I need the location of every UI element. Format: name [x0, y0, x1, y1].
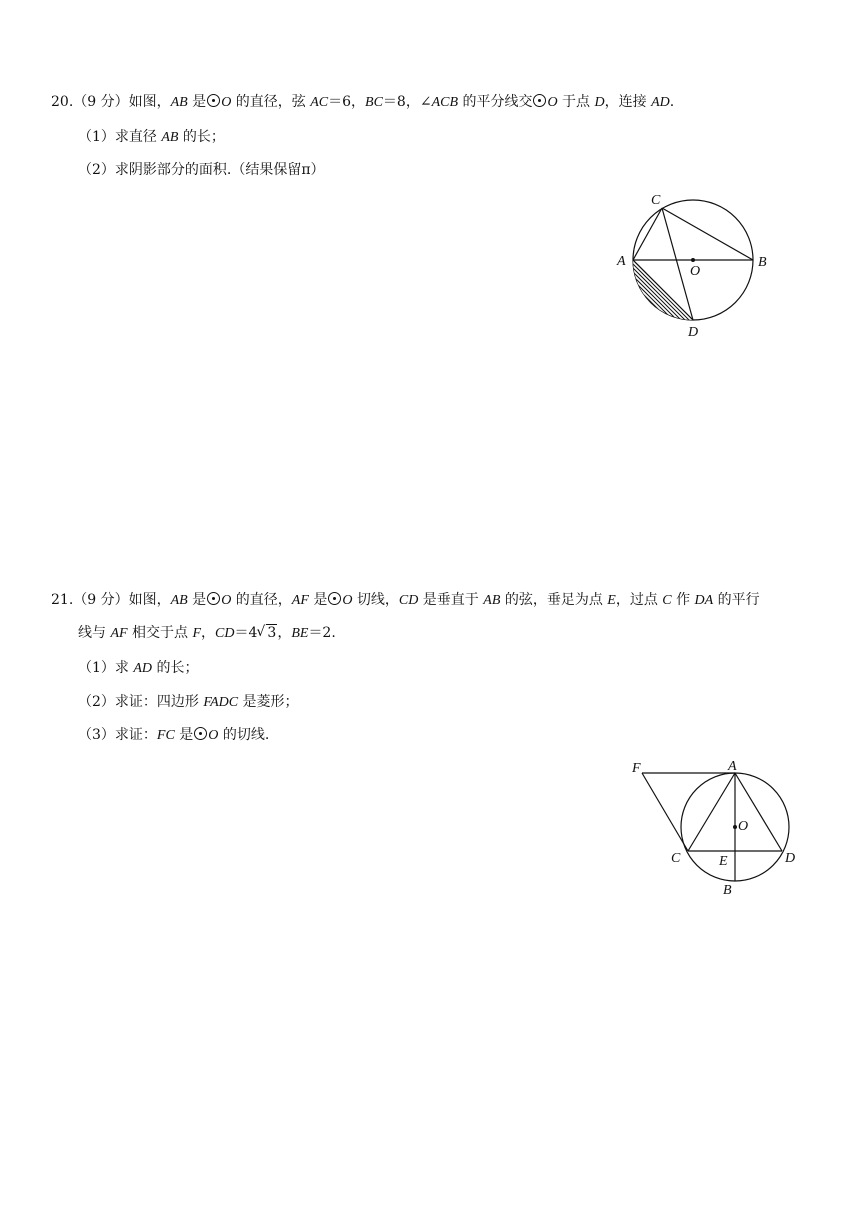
q20-label-C: C: [651, 193, 661, 208]
q21-center-dot: [733, 825, 737, 829]
q20-label-O: O: [690, 264, 701, 279]
q21-segment-FC: [642, 773, 688, 851]
q20-text: ＝8，∠: [382, 94, 432, 110]
q21-var: AF: [110, 626, 128, 641]
q21-text: 的平行: [713, 592, 760, 608]
q21-text: ，: [201, 625, 216, 641]
q21-text: 的弦，垂足为点: [500, 592, 608, 608]
q20-segment-BC: [662, 208, 753, 260]
q21-text: 是垂直于: [418, 592, 484, 608]
q20-label-D: D: [688, 325, 699, 340]
q20-p1-text: （1）求直径: [78, 129, 162, 145]
q21-text: ，: [277, 625, 292, 641]
q21-p3-text: 的切线.: [218, 727, 270, 743]
q20-p2-text: （2）求阴影部分的面积.（结果保留π）: [78, 162, 325, 178]
q21-text: 相交于点: [127, 625, 193, 641]
q20-number: 20.: [51, 94, 74, 110]
circle-dot-symbol: [207, 94, 220, 107]
q21-p1-var: AD: [133, 661, 153, 676]
q21-score: （9 分）: [73, 592, 129, 608]
q20-text: 如图，: [128, 94, 171, 110]
q21-number: 21.: [51, 592, 74, 608]
q21-part1: [78, 659, 198, 678]
q21-text: 如图，: [128, 592, 171, 608]
q20-var: D: [594, 95, 605, 110]
q20-text: 的平分线交: [458, 94, 533, 110]
q21-var: DA: [694, 593, 714, 608]
q21-segment-AC: [688, 773, 735, 851]
q21-text: 的直径，: [231, 592, 292, 608]
q20-part2: [78, 161, 325, 179]
q20-var: O: [221, 95, 232, 110]
q20-center-dot: [691, 258, 695, 262]
q20-score: （9 分）: [73, 94, 129, 110]
q20-stem: [51, 93, 674, 112]
q21-text: ＝2.: [308, 625, 336, 641]
q21-p3-text: 是: [174, 727, 194, 743]
q21-label-O: O: [738, 819, 749, 834]
q21-p1-text: （1）求: [78, 660, 134, 676]
q20-label-A: A: [617, 254, 626, 269]
q20-segment-AC: [633, 208, 662, 260]
q21-figure: [625, 755, 815, 905]
q20-p1-text: 的长；: [178, 129, 225, 145]
q20-text: 于点: [557, 94, 595, 110]
q21-text: 是: [187, 592, 207, 608]
q20-part1: [78, 128, 225, 147]
q20-var: AC: [310, 95, 329, 110]
q20-var: BC: [365, 95, 383, 110]
q21-segment-AD: [735, 773, 782, 851]
q21-p1-text: 的长；: [152, 660, 199, 676]
q21-p2-text: 是菱形；: [238, 694, 299, 710]
q20-figure: [608, 185, 788, 345]
q20-text: ，连接: [604, 94, 652, 110]
circle-dot-symbol: [533, 94, 546, 107]
q21-text: 作: [671, 592, 695, 608]
q21-part2: [78, 693, 299, 712]
q21-text: ＝4: [234, 625, 258, 641]
q21-text: 线与: [78, 625, 111, 641]
q20-var: AB: [170, 95, 188, 110]
q21-stem-line1: [51, 591, 760, 610]
sqrt-radicand: 3: [267, 625, 277, 641]
q21-var: AF: [291, 593, 309, 608]
q21-p2-text: （2）求证：四边形: [78, 694, 204, 710]
q21-var: C: [662, 593, 672, 608]
q21-var: CD: [398, 593, 419, 608]
q20-var: AD: [651, 95, 670, 110]
q20-text: ＝6，: [328, 94, 366, 110]
q20-text: 是: [187, 94, 207, 110]
q21-label-A: A: [728, 759, 737, 774]
sqrt-symbol: [257, 624, 277, 642]
q20-label-B: B: [758, 255, 767, 270]
q21-label-E: E: [719, 854, 728, 869]
q21-var: E: [607, 593, 616, 608]
circle-dot-symbol: [328, 592, 341, 605]
q21-p3-var: FC: [156, 728, 175, 743]
q21-p3-var: O: [208, 728, 219, 743]
q20-var: ACB: [431, 95, 459, 110]
q21-p2-var: FADC: [203, 695, 239, 710]
q21-label-C: C: [671, 851, 681, 866]
q21-label-D: D: [785, 851, 796, 866]
q21-var: O: [221, 593, 232, 608]
q21-var: CD: [215, 626, 235, 641]
q21-text: 是: [308, 592, 328, 608]
q21-var: BE: [291, 626, 309, 641]
q21-stem-line2: [78, 624, 336, 643]
q21-var: AB: [483, 593, 501, 608]
q21-var: AB: [170, 593, 188, 608]
q21-text: 切线，: [352, 592, 399, 608]
q21-part3: [78, 726, 269, 745]
q21-var: O: [342, 593, 353, 608]
q21-var: F: [192, 626, 202, 641]
q21-p3-text: （3）求证：: [78, 727, 157, 743]
q21-label-F: F: [632, 761, 641, 776]
q20-text: .: [669, 94, 675, 110]
q20-p1-var: AB: [161, 130, 179, 145]
q20-var: O: [547, 95, 558, 110]
q21-text: ，过点: [615, 592, 663, 608]
circle-dot-symbol: [207, 592, 220, 605]
circle-dot-symbol: [194, 727, 207, 740]
q20-text: 的直径，弦: [231, 94, 311, 110]
q21-label-B: B: [723, 883, 732, 898]
